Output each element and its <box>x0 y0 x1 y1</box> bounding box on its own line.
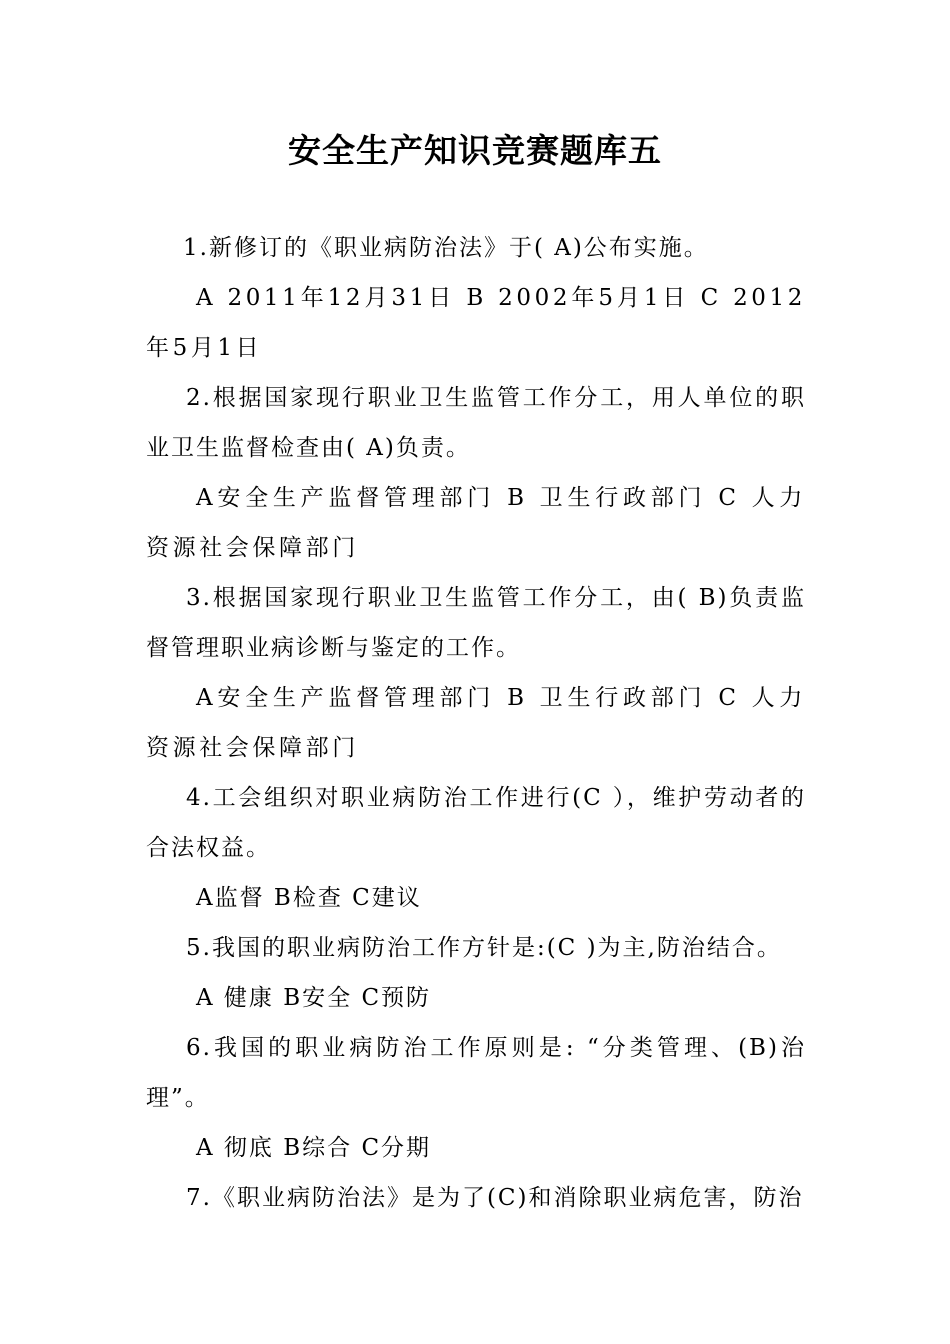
question-2: 2.根据国家现行职业卫生监管工作分工，用人单位的职业卫生监督检查由( A)负责。 <box>146 385 806 461</box>
question-3-options: A安全生产监督管理部门 B 卫生行政部门 C 人力资源社会保障部门 <box>146 685 806 761</box>
question-3: 3.根据国家现行职业卫生监管工作分工，由( B)负责监督管理职业病诊断与鉴定的工作。 <box>146 585 806 661</box>
question-5-options: A 健康 B安全 C预防 <box>196 985 432 1011</box>
question-5: 5.我国的职业病防治工作方针是:(C )为主,防治结合。 <box>186 935 782 961</box>
question-7: 7.《职业病防治法》是为了(C)和消除职业病危害，防治 <box>186 1185 804 1211</box>
document-body <box>146 223 806 1223</box>
question-2-options: A安全生产监督管理部门 B 卫生行政部门 C 人力资源社会保障部门 <box>146 485 806 561</box>
question-6-options: A 彻底 B综合 C分期 <box>196 1135 432 1161</box>
question-4-options: A监督 B检查 C建议 <box>196 885 422 911</box>
question-1: 1.新修订的《职业病防治法》于( A)公布实施。 <box>183 235 709 261</box>
question-6: 6.我国的职业病防治工作原则是: “分类管理、(B)治理”。 <box>146 1035 806 1111</box>
document-title: 安全生产知识竞赛题库五 <box>288 131 662 170</box>
question-4: 4.工会组织对职业病防治工作进行(C ），维护劳动者的合法权益。 <box>146 785 806 861</box>
question-1-options: A 2011年12月31日 B 2002年5月1日 C 2012年5月1日 <box>146 285 806 361</box>
